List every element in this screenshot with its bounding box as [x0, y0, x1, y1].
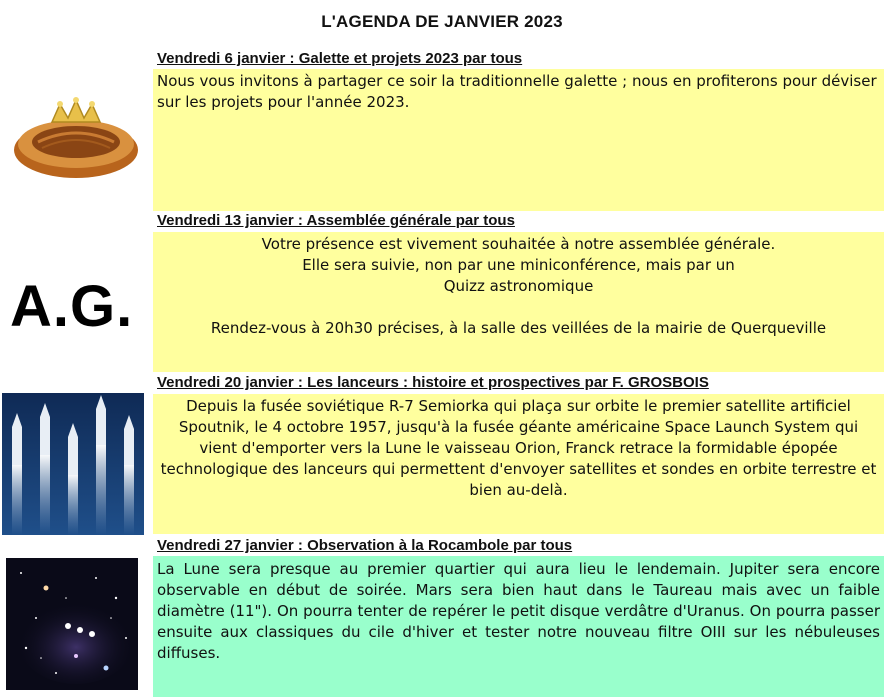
event-text: Votre présence est vivement souhaitée à notre assemblée générale.: [261, 235, 776, 253]
event-text: Depuis la fusée soviétique R-7 Semiorka qui plaça sur orbite le premier satellite artificiel Spoutnik, le 4 octobre 1957, jusqu'à la fusée géante américaine Space Launch System qui vient d'emporter vers la Lune le vaisseau Orion, Franck retrace la formidable épopée technologique des lanceurs qui permettent d'envoyer satellites et sondes en orbite terrestre et bien au-delà.: [160, 397, 877, 499]
event-description: [153, 394, 884, 534]
event-heading: Vendredi 13 janvier : Assemblée générale par tous: [157, 212, 515, 229]
event-heading: Vendredi 6 janvier : Galette et projets 2023 par tous: [157, 50, 523, 67]
ag-logo-text: A.G.: [10, 274, 134, 339]
galette-image: [8, 92, 144, 184]
event-text: Quizz astronomique: [443, 277, 594, 295]
star-field-image: [6, 558, 138, 690]
event-description: [153, 69, 884, 211]
event-heading: Vendredi 20 janvier : Les lanceurs : histoire et prospectives par F. GROSBOIS: [157, 374, 709, 391]
event-text: La Lune sera presque au premier quartier qui aura lieu le lendemain. Jupiter sera encore observable en début de soirée. Mars sera bien haut dans le Taureau mais avec un faible diamètre (11"). On pourra tenter de repérer le petit disque verdâtre d'Uranus. On pourra passer ensuite aux classiques du cile d'hiver et tester notre nouveau filtre OIII sur les nébuleuses diffuses.: [157, 560, 880, 662]
event-text: Rendez-vous à 20h30 précises, à la salle des veillées de la mairie de Querqueville: [210, 319, 827, 337]
event-heading: Vendredi 27 janvier : Observation à la Rocambole par tous: [157, 537, 573, 554]
rockets-image: [2, 393, 144, 535]
event-text: Nous vous invitons à partager ce soir la traditionnelle galette ; nous en profiterons pour déviser sur les projets pour l'année 2023.: [157, 72, 877, 111]
event-text: Elle sera suivie, non par une miniconférence, mais par un: [302, 256, 735, 274]
page-title: L'AGENDA DE JANVIER 2023: [321, 12, 563, 31]
event-description: [153, 556, 884, 697]
event-description: [153, 232, 884, 372]
